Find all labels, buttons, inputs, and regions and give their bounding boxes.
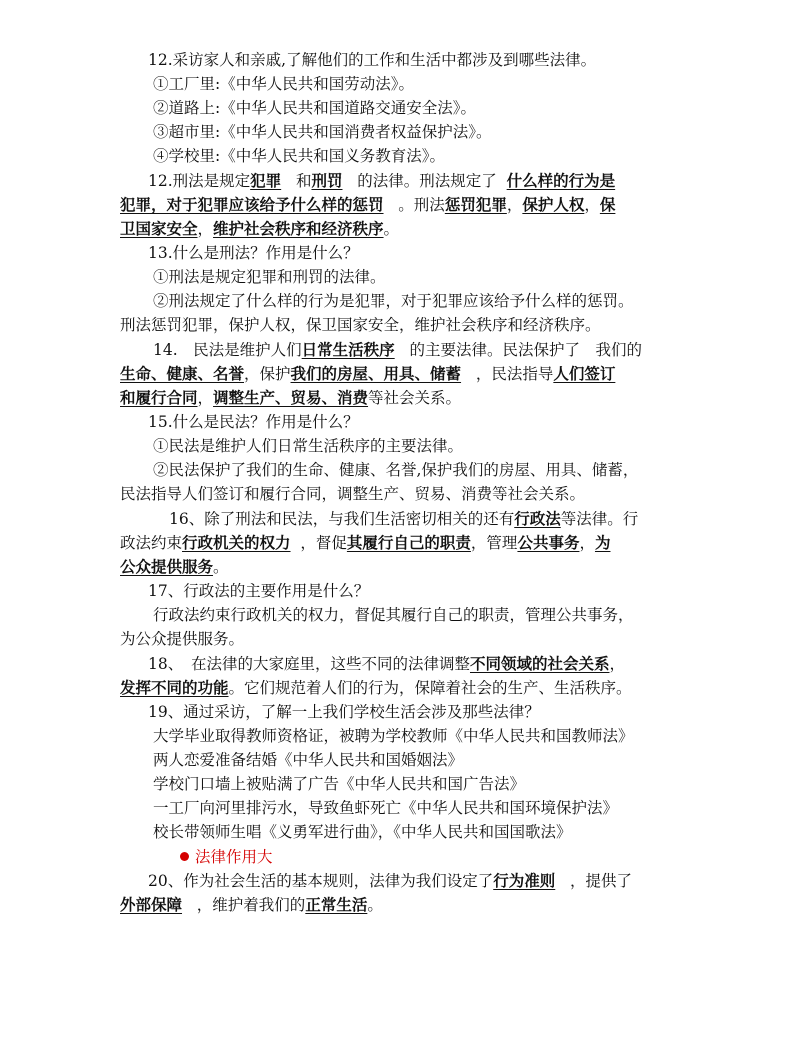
q17-prompt: 17、行政法的主要作用是什么？	[148, 582, 370, 600]
q20-text: 20、作为社会生活的基本规则，法律为我们设定了	[148, 872, 494, 890]
q15-answer-2: ②民法保护了我们的生命、健康、名誉,保护我们的房屋、用具、储蓄，	[153, 461, 639, 479]
q12b-line-3	[120, 217, 399, 241]
q14-key-contracts: 人们签订	[553, 364, 616, 383]
q16-key-duties: 其履行自己的职责	[346, 533, 471, 552]
q12b-text: 。刑法	[398, 196, 445, 214]
q20-line-1	[148, 869, 632, 893]
q16-line-2	[120, 531, 610, 555]
q12a-item: ③超市里:《中华人民共和国消费者权益保护法》。	[153, 123, 492, 141]
q14-text: 等社会关系。	[368, 389, 462, 407]
q16-text: 16、除了刑法和民法，与我们生活密切相关的还有	[169, 510, 515, 528]
q20-key-norms: 行为准则	[493, 871, 556, 890]
q16-key-service: 公众提供服务	[120, 557, 214, 576]
q14-key-property: 我们的房屋、用具、储蓄	[290, 364, 462, 383]
q14-text: ，	[197, 389, 214, 407]
q19-item: 一工厂向河里排污水，导致鱼虾死亡《中华人民共和国环境保护法》	[153, 799, 619, 817]
q12b-text: 。	[383, 220, 400, 238]
q12b-key-crime: 犯罪	[250, 171, 282, 190]
q14-line-2	[120, 362, 615, 386]
q19-prompt: 19、通过采访，了解一上我们学校生活会涉及那些法律？	[148, 703, 540, 721]
q12b-key-definition: 什么样的行为是	[506, 171, 616, 190]
q18-text: 18、 在法律的大家庭里，这些不同的法律调整	[148, 655, 470, 673]
q18-text: ，	[609, 655, 626, 673]
q20-text: ，维护着我们的	[196, 896, 306, 914]
q13-prompt: 13.什么是刑法？作用是什么？	[148, 244, 359, 262]
q16-text: 。	[213, 558, 229, 576]
q16-key-power: 行政机关的权力	[182, 533, 291, 552]
q12b-key-security: 卫国家安全	[120, 219, 198, 238]
bullet-dot-icon	[180, 852, 189, 861]
q16-text: 政法约束	[120, 534, 183, 552]
q12b-text: 的法律。刑法规定了	[357, 172, 497, 190]
q20-text: 。	[367, 896, 383, 914]
section-heading	[180, 845, 273, 869]
q19-item: 学校门口墙上被贴满了广告《中华人民共和国广告法》	[153, 775, 526, 793]
q14-text: 14. 民法是维护人们	[153, 341, 302, 359]
q20-text: ，提供了	[570, 872, 633, 890]
q16-text: ，管理	[470, 534, 518, 552]
q19-item: 校长带领师生唱《义勇军进行曲》，《中华人民共和国国歌法》	[153, 823, 572, 841]
q16-key-service-start: 为	[594, 533, 611, 552]
q12b-text: 12.刑法是规定	[148, 172, 251, 190]
q12b-key-human-rights: 保护人权	[522, 195, 585, 214]
q12a-item: ④学校里:《中华人民共和国义务教育法》。	[153, 147, 445, 165]
q16-text: 等法律。行	[560, 510, 639, 528]
q20-key-guarantee: 外部保障	[120, 895, 183, 914]
q12b-text: ，	[197, 220, 214, 238]
q16-key-public-affairs: 公共事务	[517, 533, 580, 552]
q16-line-3	[120, 555, 229, 579]
q14-text: ，保护	[244, 365, 291, 383]
section-title: 法律作用大	[195, 848, 273, 866]
q12b-text: 和	[295, 172, 312, 190]
q18-key-functions: 发挥不同的功能	[120, 678, 229, 697]
q14-key-life-health: 生命、健康、名誉	[120, 364, 245, 383]
q12b-key-order: 维护社会秩序和经济秩序	[213, 219, 384, 238]
q12b-line-2	[120, 193, 615, 217]
q14-key-contracts-cont: 和履行合同	[120, 388, 198, 407]
q19-item: 大学毕业取得教师资格证，被聘为学校教师《中华人民共和国教师法》	[153, 727, 634, 745]
q16-line-1	[169, 507, 638, 531]
q14-line-3	[120, 386, 461, 410]
q16-text: ，督促	[300, 534, 347, 552]
q12b-text: ，	[506, 196, 523, 214]
q13-answer-3: 刑法惩罚犯罪，保护人权，保卫国家安全，维护社会秩序和经济秩序。	[120, 316, 601, 334]
q12b-key-punish: 惩罚犯罪	[444, 195, 507, 214]
q16-text: ，	[579, 534, 595, 552]
q12b-key-punishment: 刑罚	[311, 171, 343, 190]
q20-key-normal-life: 正常生活	[305, 895, 368, 914]
q12a-item: ①工厂里:《中华人民共和国劳动法》。	[153, 75, 414, 93]
q12b-line-1	[148, 169, 615, 193]
q18-key-social-relations: 不同领域的社会关系	[469, 654, 610, 673]
q16-key-admin-law: 行政法	[514, 509, 561, 528]
q14-line-1	[153, 338, 642, 362]
q14-key-daily-order: 日常生活秩序	[301, 340, 395, 359]
q14-text: 的主要法律。民法保护了 我们的	[409, 341, 642, 359]
q15-answer-3: 民法指导人们签订和履行合同，调整生产、贸易、消费等社会关系。	[120, 485, 586, 503]
q14-key-trade: 调整生产、贸易、消费	[213, 388, 369, 407]
q13-answer-1: ①刑法是规定犯罪和刑罚的法律。	[153, 268, 386, 286]
q12a-item: ②道路上:《中华人民共和国道路交通安全法》。	[153, 99, 476, 117]
q12b-key-definition-cont: 犯罪，对于犯罪应该给予什么样的惩罚	[120, 195, 384, 214]
q17-answer-1: 行政法约束行政机关的权力，督促其履行自己的职责，管理公共事务，	[153, 606, 634, 624]
q12b-text: ，	[584, 196, 600, 214]
q13-answer-2: ②刑法规定了什么样的行为是犯罪，对于犯罪应该给予什么样的惩罚。	[153, 292, 634, 310]
q14-text: ，民法指导	[475, 365, 554, 383]
q20-line-2	[120, 893, 383, 917]
q12b-key-security-start: 保	[599, 195, 616, 214]
q18-text: 。它们规范着人们的行为，保障着社会的生产、生活秩序。	[228, 679, 632, 697]
q18-line-1	[148, 652, 625, 676]
q12a-prompt: 12.采访家人和亲戚,了解他们的工作和生活中都涉及到哪些法律。	[148, 51, 597, 69]
q17-answer-2: 为公众提供服务。	[120, 630, 245, 648]
q15-answer-1: ①民法是维护人们日常生活秩序的主要法律。	[153, 437, 464, 455]
q19-item: 两人恋爱准备结婚《中华人民共和国婚姻法》	[153, 751, 464, 769]
q15-prompt: 15.什么是民法？作用是什么？	[148, 413, 359, 431]
q18-line-2	[120, 676, 632, 700]
